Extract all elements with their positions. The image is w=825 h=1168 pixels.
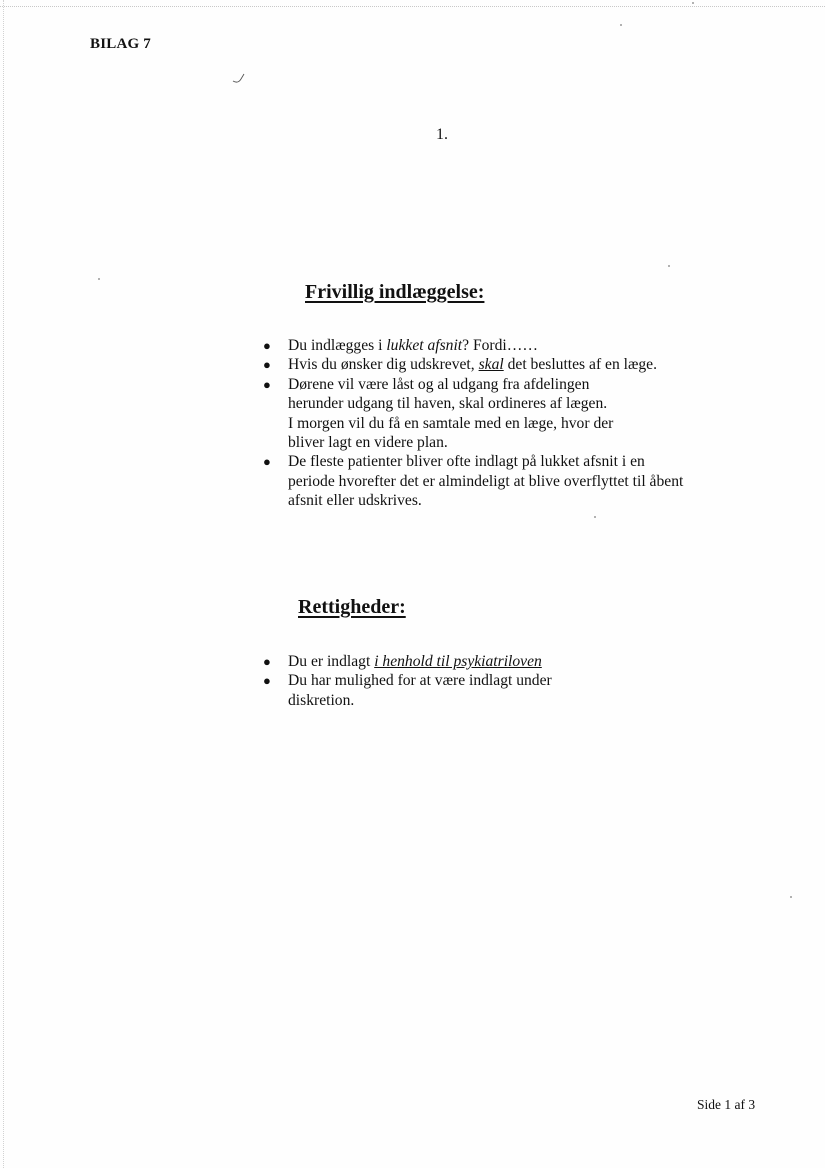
text-run: Du er indlagt [288, 653, 375, 670]
list-item [262, 671, 682, 710]
section-heading-rights: Rettigheder: [298, 596, 406, 618]
scan-edge-left [3, 0, 4, 1168]
list-item [262, 355, 732, 374]
list-item-line: afsnit eller udskrives. [288, 492, 422, 510]
rights-list [262, 652, 682, 710]
scan-speck [668, 265, 670, 267]
bullet-icon: ● [263, 673, 271, 689]
page-number: 1. [436, 126, 448, 143]
scan-edge-top [0, 6, 825, 7]
text-run: det besluttes af en læge. [503, 356, 657, 374]
scan-speck [620, 24, 622, 26]
list-item-line: De fleste patienter bliver ofte indlagt på lukket afsnit i en [288, 453, 645, 471]
scan-speck [692, 2, 694, 4]
text-run: Du indlægges i [288, 337, 387, 354]
bullet-icon: ● [263, 376, 271, 392]
list-item [262, 652, 682, 671]
list-item-line [288, 336, 732, 355]
scan-speck [98, 278, 100, 280]
page-footer: Side 1 af 3 [697, 1097, 756, 1112]
list-item-line [288, 652, 682, 671]
list-item-line: Dørene vil være låst og al udgang fra afdelingen [288, 375, 590, 393]
text-run: ? Fordi…… [462, 337, 538, 354]
list-item-line: bliver lagt en videre plan. [288, 434, 448, 452]
list-item-line: periode hvorefter det er almindeligt at blive overflyttet til åbent [288, 472, 684, 490]
bullet-icon: ● [263, 357, 271, 373]
emphasized-text: skal [478, 356, 504, 374]
list-item-line: herunder udgang til haven, skal ordineres af lægen. [288, 395, 608, 413]
bullet-icon: ● [263, 654, 271, 669]
voluntary-admission-list [262, 336, 732, 511]
scan-speck [790, 896, 792, 898]
text-run: Hvis du ønsker dig udskrevet, [288, 356, 479, 374]
scan-speck [594, 516, 596, 518]
pen-mark-icon [232, 72, 246, 84]
bullet-icon: ● [263, 338, 271, 353]
list-item-line: I morgen vil du få en samtale med en læge, hvor der [288, 414, 614, 432]
section-heading-voluntary-admission: Frivillig indlæggelse: [305, 281, 485, 303]
emphasized-text: i henhold til psykiatriloven [374, 653, 542, 670]
list-item [262, 375, 732, 453]
list-item [262, 336, 732, 355]
appendix-label: BILAG 7 [90, 36, 151, 52]
list-item [262, 452, 732, 510]
list-item-line: Du har mulighed for at være indlagt under [288, 672, 552, 690]
emphasized-text: lukket afsnit [386, 337, 463, 354]
list-item-line [288, 355, 732, 374]
list-item-line: diskretion. [288, 691, 355, 709]
bullet-icon: ● [263, 454, 271, 470]
